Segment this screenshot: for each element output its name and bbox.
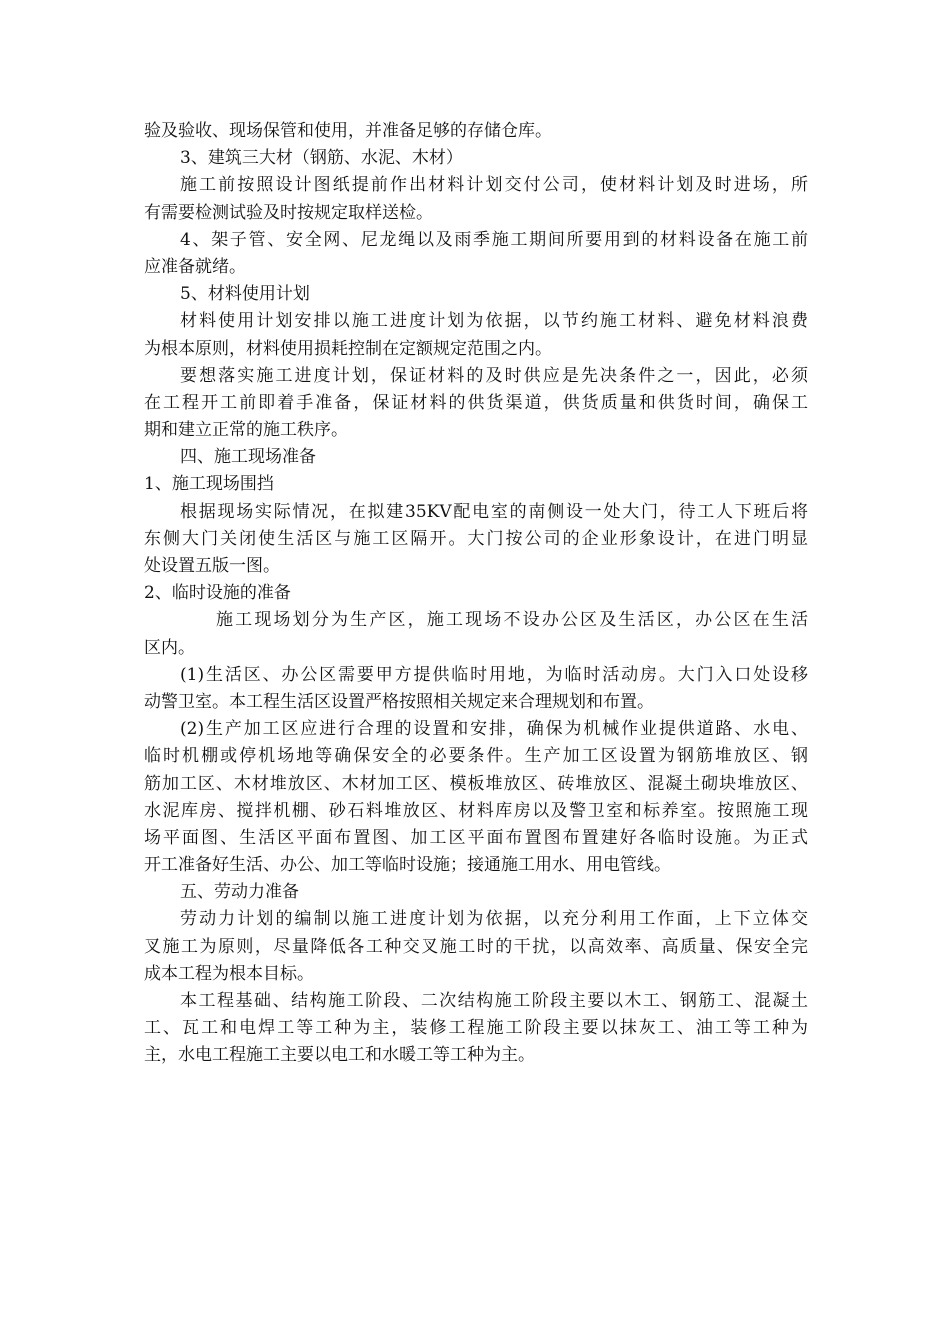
document-body [144, 118, 808, 1070]
text-line: 工、瓦工和电焊工等工种为主，装修工程施工阶段主要以抹灰工、油工等工种为 [144, 1018, 808, 1039]
text-line: 3、建筑三大材（钢筋、水泥、木材） [180, 148, 463, 169]
text-line: 施工现场划分为生产区，施工现场不设办公区及生活区，办公区在生活 [216, 610, 808, 631]
text-line: 验及验收、现场保管和使用，并准备足够的存储仓库。 [144, 121, 552, 141]
text-line: 应准备就绪。 [144, 256, 246, 277]
text-line: 在工程开工前即着手准备，保证材料的供货渠道，供货质量和供货时间，确保工 [144, 392, 808, 413]
text-line: 劳动力计划的编制以施工进度计划为依据，以充分利用工作面，上下立体交 [180, 909, 808, 930]
text-line: 要想落实施工进度计划，保证材料的及时供应是先决条件之一，因此，必须 [180, 365, 808, 386]
text-line: 临时机棚或停机场地等确保安全的必要条件。生产加工区设置为钢筋堆放区、钢 [144, 746, 808, 767]
text-line: 开工准备好生活、办公、加工等临时设施；接通施工用水、用电管线。 [144, 855, 671, 876]
text-line: 本工程基础、结构施工阶段、二次结构施工阶段主要以木工、钢筋工、混凝土 [180, 991, 808, 1011]
text-line: 4、架子管、安全网、尼龙绳以及雨季施工期间所要用到的材料设备在施工前 [180, 229, 808, 250]
text-line: 动警卫室。本工程生活区设置严格按照相关规定来合理规划和布置。 [144, 691, 654, 712]
text-line: 叉施工为原则，尽量降低各工种交叉施工时的干扰，以高效率、高质量、保安全完 [144, 936, 808, 957]
text-line: 有需要检测试验及时按规定取样送检。 [144, 202, 433, 223]
text-line: 五、劳动力准备 [180, 882, 299, 903]
text-line: 区内。 [144, 637, 195, 658]
text-line: 四、施工现场准备 [180, 447, 316, 468]
text-line: 主，水电工程施工主要以电工和水暖工等工种为主。 [144, 1045, 535, 1066]
text-line: (2)生产加工区应进行合理的设置和安排，确保为机械作业提供道路、水电、 [180, 719, 808, 740]
text-line: 处设置五版一图。 [144, 556, 280, 576]
text-line: 1、施工现场围挡 [144, 474, 274, 495]
text-line: 筋加工区、木材堆放区、木材加工区、模板堆放区、砖堆放区、混凝土砌块堆放区、 [144, 773, 808, 794]
text-line: 材料使用计划安排以施工进度计划为依据，以节约施工材料、避免材料浪费 [180, 311, 808, 332]
text-line: 5、材料使用计划 [180, 284, 310, 305]
text-line: 场平面图、生活区平面布置图、加工区平面布置图布置建好各临时设施。为正式 [144, 827, 808, 848]
text-line: 东侧大门关闭使生活区与施工区隔开。大门按公司的企业形象设计，在进门明显 [144, 528, 808, 549]
text-line: 施工前按照设计图纸提前作出材料计划交付公司，使材料计划及时进场，所 [180, 175, 808, 196]
text-line: (1)生活区、办公区需要甲方提供临时用地，为临时活动房。大门入口处设移 [180, 664, 808, 685]
text-line: 根据现场实际情况，在拟建35KV配电室的南侧设一处大门，待工人下班后将 [180, 501, 808, 522]
text-line: 为根本原则，材料使用损耗控制在定额规定范围之内。 [144, 338, 552, 359]
text-line: 2、临时设施的准备 [144, 583, 291, 604]
text-line: 成本工程为根本目标。 [144, 963, 314, 984]
text-line: 水泥库房、搅拌机棚、砂石料堆放区、材料库房以及警卫室和标养室。按照施工现 [144, 800, 808, 821]
text-line: 期和建立正常的施工秩序。 [144, 420, 348, 441]
